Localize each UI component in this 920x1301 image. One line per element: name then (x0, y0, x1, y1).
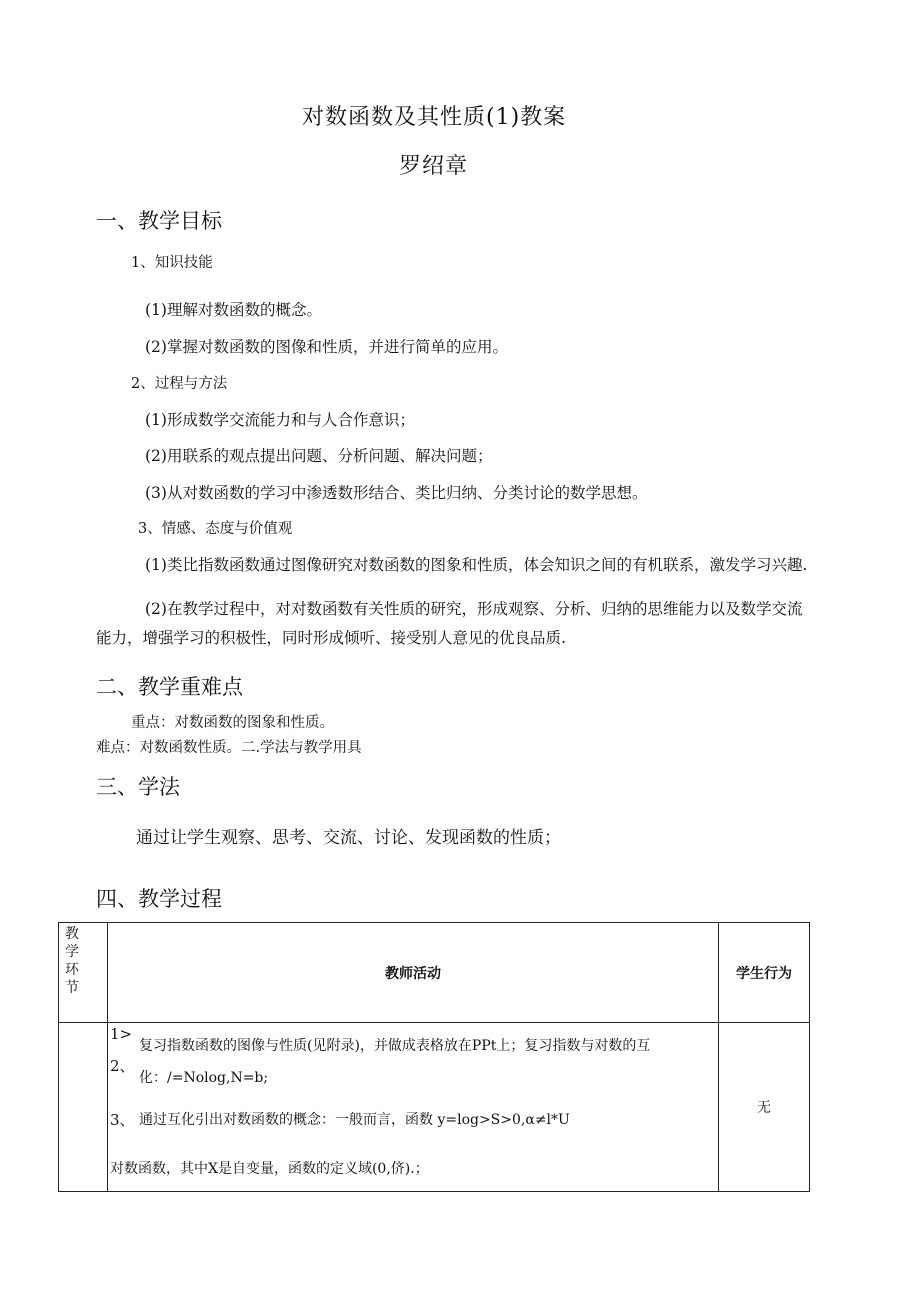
objective-item: (1)理解对数函数的概念。 (145, 301, 322, 319)
objective-item: (2)掌握对数函数的图像和性质，并进行简单的应用。 (145, 338, 508, 356)
objective-paragraph: (2)在教学过程中，对对数函数有关性质的研究，形成观察、分析、归纳的思维能力以及数学交流能力，增强学习的积极性，同时形成倾听、接受别人意见的优良品质. (96, 600, 803, 647)
table-header-student: 学生行为 (719, 923, 810, 1023)
student-behavior-text: 无 (757, 1100, 771, 1116)
objective-item: (1)形成数学交流能力和与人合作意识； (145, 411, 415, 429)
document-title: 对数函数及其性质(1)教案 (302, 105, 567, 130)
learning-method-text: 通过让学生观察、思考、交流、讨论、发现函数的性质； (136, 828, 561, 848)
table-cell-teacher-activity (108, 1023, 719, 1192)
activity-line: 对数函数，其中X是自变量，函数的定义域(0,侪).； (110, 1161, 429, 1177)
stage-header-text: 教学环节 (65, 926, 79, 996)
objective-item: (3)从对数函数的学习中渗透数形结合、类比归纳、分类讨论的数学思想。 (145, 484, 648, 502)
key-point: 重点：对数函数的图象和性质。 (131, 715, 334, 731)
activity-line: 化：/=Nolog,N=b; (139, 1070, 269, 1086)
table-cell-stage (59, 1023, 108, 1192)
list-marker: 2、 (110, 1057, 135, 1075)
section-heading-objectives: 一、教学目标 (96, 209, 222, 233)
activity-line: 通过互化引出对数函数的概念：一般而言，函数 y=log>S>0,α≠l*U (139, 1112, 570, 1128)
section-heading-teaching-process: 四、教学过程 (96, 887, 222, 911)
list-marker: 1> (110, 1025, 133, 1043)
section-heading-key-points: 二、教学重难点 (96, 675, 243, 699)
activity-line: 复习指数函数的图像与性质(见附录)，并做成表格放在PPt上；复习指数与对数的互 (139, 1038, 651, 1054)
sub-heading-knowledge: 1、知识技能 (131, 255, 213, 271)
sub-heading-emotion: 3、情感、态度与价值观 (138, 521, 293, 537)
objective-item: (2)用联系的观点提出问题、分析问题、解决问题； (145, 447, 493, 465)
sub-heading-process: 2、过程与方法 (131, 376, 228, 392)
section-heading-learning-method: 三、学法 (96, 775, 180, 799)
difficult-point: 难点：对数函数性质。二.学法与教学用具 (96, 740, 362, 756)
objective-item: (1)类比指数函数通过图像研究对数函数的图象和性质，体会知识之间的有机联系，激发学习兴趣. (145, 556, 808, 574)
table-cell-student-behavior (719, 1023, 810, 1192)
teaching-process-table (58, 922, 810, 1192)
table-header-teacher: 教师活动 (108, 923, 719, 1023)
list-marker: 3、 (110, 1111, 135, 1129)
document-author: 罗绍章 (399, 154, 469, 179)
table-header-stage (59, 923, 108, 1023)
